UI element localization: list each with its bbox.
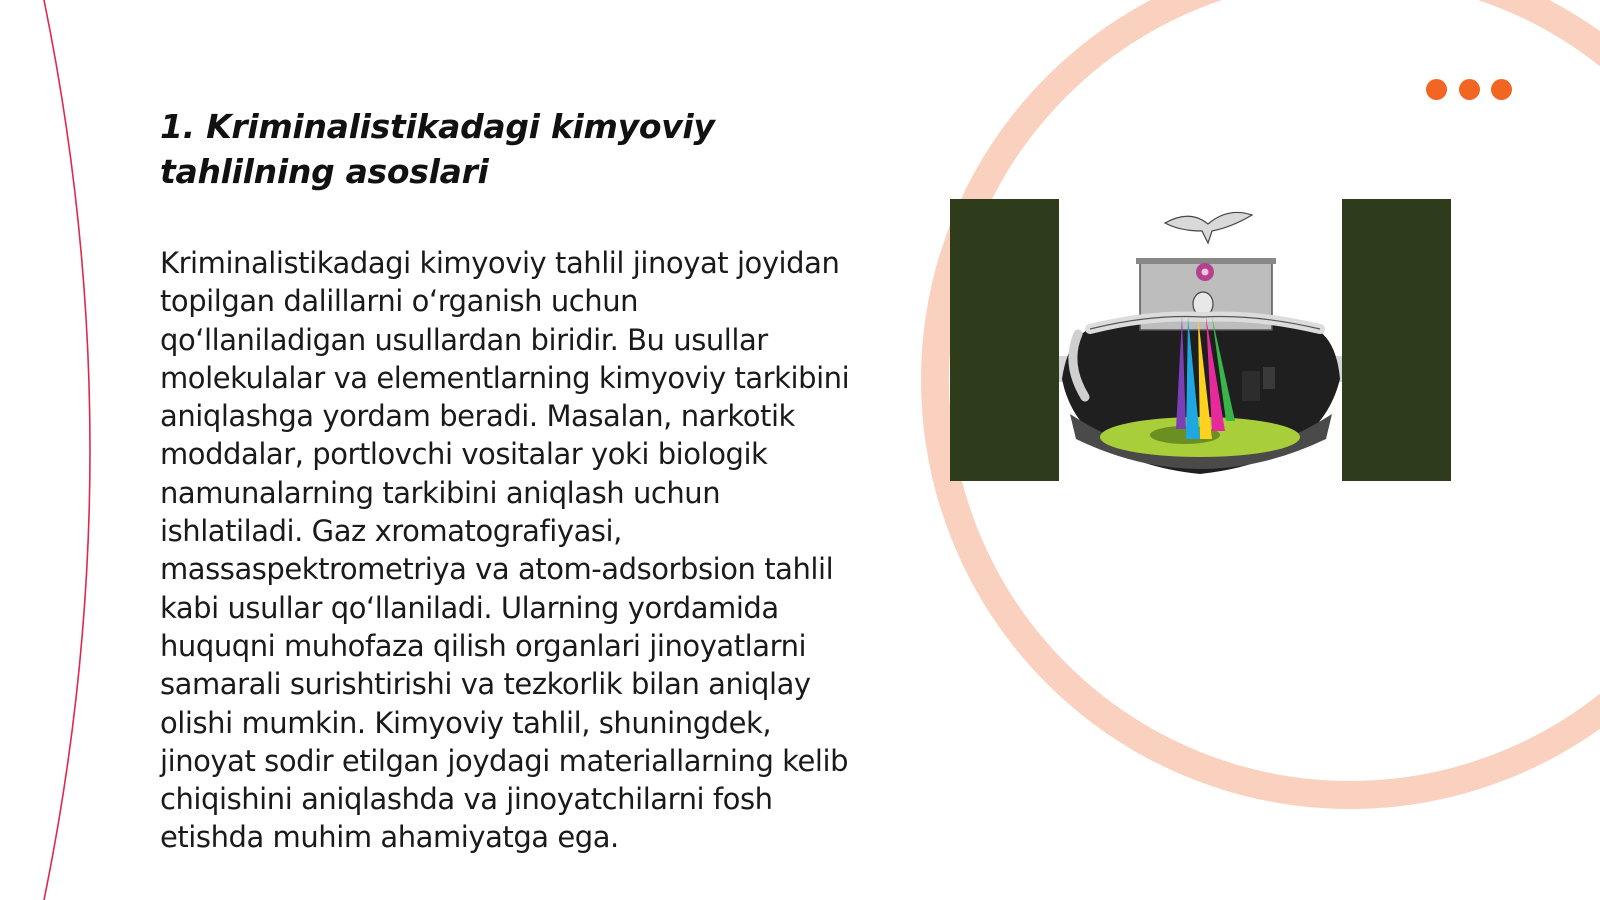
slide-body-text: Kriminalistikadagi kimyoviy tahlil jinoyat joyidan topilgan dalillarni oʻrganish uchun qoʻllaniladigan usullardan biridir. Bu usullar molekulalar va elementlarning kimyoviy tarkibini aniqlashga yordam beradi. Masalan, narkotik moddalar, portlovchi vositalar yoki biologik namunalarning tarkibini aniqlash uchun ishlatiladi. Gaz xromatografiyasi, massaspektrometriya va atom-adsorbsion tahlil kabi usullar qoʻllaniladi. Ularning yordamida huquqni muhofaza qilish organlari jinoyatlarni samarali surishtirishi va tezkorlik bilan aniqlay olishi mumkin. Kimyoviy tahlil, shuningdek, jinoyat sodir etilgan joydagi materiallarning kelib chiqishini aniqlashda va jinoyatchilarni fosh etishda muhim ahamiyatga ega. (160, 246, 850, 855)
slide-title: 1. Kriminalistikadagi kimyoviy tahlilning asoslari (160, 107, 715, 191)
three-dots-icon (1426, 79, 1512, 101)
dot-1 (1426, 79, 1447, 100)
illustration-image (950, 199, 1451, 481)
dot-2 (1459, 79, 1480, 100)
left-curve-line (44, 0, 90, 900)
dot-3 (1491, 79, 1512, 100)
left-green-panel (950, 199, 1059, 481)
right-green-panel (1342, 199, 1451, 481)
